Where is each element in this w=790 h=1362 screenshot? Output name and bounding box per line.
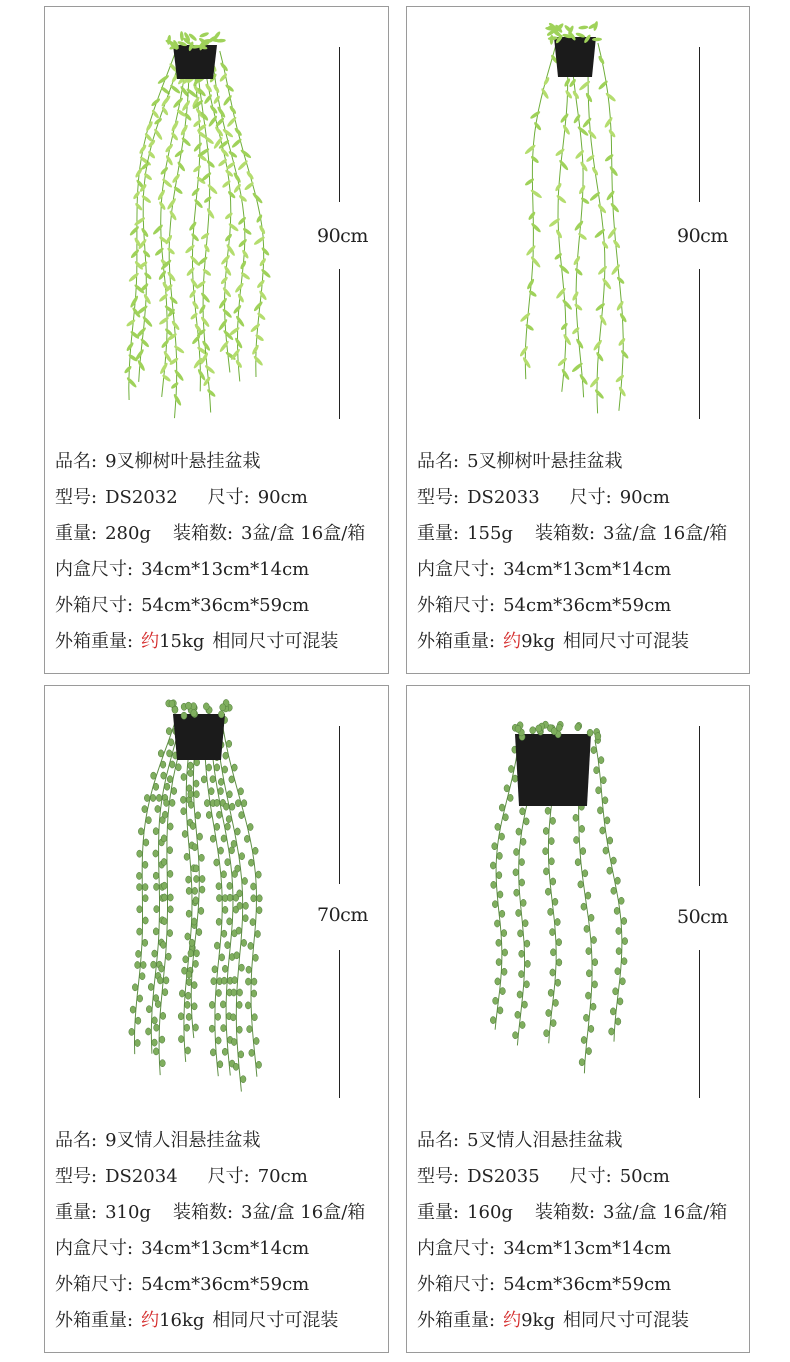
height-dimension-line-bottom [699,950,700,1098]
spec-outer-box-row: 外箱尺寸: 54cm*36cm*59cm [417,595,672,616]
willow-hanging-plant-image [45,7,305,447]
spec-weight-row: 重量: 160g 装箱数: 3盆/盒 16盒/箱 [417,1202,728,1223]
inner-box-size: 34cm*13cm*14cm [503,1238,672,1259]
outer-weight: 16kg [159,1310,205,1331]
spec-outer-weight-row: 外箱重量: 约9kg 相同尺寸可混装 [417,1310,689,1331]
inner-box-size: 34cm*13cm*14cm [141,1238,310,1259]
height-dimension-label: 50cm [677,906,728,928]
spec-name-row: 品名: 9叉柳树叶悬挂盆栽 [55,451,261,472]
height-dimension-label: 90cm [317,225,368,247]
spec-outer-box-row: 外箱尺寸: 54cm*36cm*59cm [55,1274,310,1295]
height-dimension-line-bottom [699,269,700,419]
outer-weight: 9kg [521,1310,555,1331]
height-dimension-line-bottom [339,269,340,419]
product-name: 9叉情人泪悬挂盆栽 [105,1130,261,1151]
spec-name-row: 品名: 5叉柳树叶悬挂盆栽 [417,451,623,472]
spec-inner-box-row: 内盒尺寸: 34cm*13cm*14cm [417,559,672,580]
mix-note: 相同尺寸可混装 [212,631,339,652]
height-dimension-line-top [339,726,340,884]
string-of-pearls-hanging-plant-image [45,686,305,1126]
outer-weight: 15kg [159,631,205,652]
spec-outer-weight-row: 外箱重量: 约15kg 相同尺寸可混装 [55,631,339,652]
pack-value: 3盆/盒 16盒/箱 [603,523,728,544]
product-card-3 [44,685,389,1353]
spec-inner-box-row: 内盒尺寸: 34cm*13cm*14cm [55,559,310,580]
weight-value: 160g [467,1202,513,1223]
product-name: 9叉柳树叶悬挂盆栽 [105,451,261,472]
pack-value: 3盆/盒 16盒/箱 [603,1202,728,1223]
spec-weight-row: 重量: 155g 装箱数: 3盆/盒 16盒/箱 [417,523,728,544]
spec-model-row: 型号: DS2033 尺寸: 90cm [417,487,670,508]
approx-mark: 约 [503,1310,522,1331]
spec-outer-box-row: 外箱尺寸: 54cm*36cm*59cm [55,595,310,616]
height-dimension-line-top [699,726,700,886]
spec-model-row: 型号: DS2035 尺寸: 50cm [417,1166,670,1187]
spec-weight-row: 重量: 310g 装箱数: 3盆/盒 16盒/箱 [55,1202,366,1223]
outer-box-size: 54cm*36cm*59cm [141,1274,310,1295]
product-card-4 [406,685,750,1353]
mix-note: 相同尺寸可混装 [562,631,689,652]
product-card-1 [44,6,389,674]
spec-outer-weight-row: 外箱重量: 约16kg 相同尺寸可混装 [55,1310,339,1331]
string-of-pearls-hanging-plant-image [407,686,667,1126]
size-value: 90cm [619,487,670,508]
spec-model-row: 型号: DS2032 尺寸: 90cm [55,487,308,508]
height-dimension-line-top [339,47,340,202]
inner-box-size: 34cm*13cm*14cm [141,559,310,580]
inner-box-size: 34cm*13cm*14cm [503,559,672,580]
approx-mark: 约 [141,1310,160,1331]
product-name: 5叉情人泪悬挂盆栽 [467,1130,623,1151]
outer-box-size: 54cm*36cm*59cm [503,1274,672,1295]
height-dimension-line-top [699,47,700,202]
willow-hanging-plant-image [407,7,667,447]
weight-value: 280g [105,523,151,544]
spec-inner-box-row: 内盒尺寸: 34cm*13cm*14cm [55,1238,310,1259]
size-value: 50cm [619,1166,670,1187]
weight-value: 310g [105,1202,151,1223]
mix-note: 相同尺寸可混装 [212,1310,339,1331]
model-number: DS2033 [467,487,540,508]
model-number: DS2035 [467,1166,540,1187]
mix-note: 相同尺寸可混装 [562,1310,689,1331]
height-dimension-label: 70cm [317,904,368,926]
size-value: 70cm [257,1166,308,1187]
spec-model-row: 型号: DS2034 尺寸: 70cm [55,1166,308,1187]
size-value: 90cm [257,487,308,508]
height-dimension-line-bottom [339,950,340,1098]
spec-name-row: 品名: 9叉情人泪悬挂盆栽 [55,1130,261,1151]
height-dimension-label: 90cm [677,225,728,247]
spec-inner-box-row: 内盒尺寸: 34cm*13cm*14cm [417,1238,672,1259]
model-number: DS2032 [105,487,178,508]
product-name: 5叉柳树叶悬挂盆栽 [467,451,623,472]
product-card-2 [406,6,750,674]
outer-weight: 9kg [521,631,555,652]
approx-mark: 约 [141,631,160,652]
spec-name-row: 品名: 5叉情人泪悬挂盆栽 [417,1130,623,1151]
pack-value: 3盆/盒 16盒/箱 [241,523,366,544]
outer-box-size: 54cm*36cm*59cm [141,595,310,616]
weight-value: 155g [467,523,513,544]
spec-outer-box-row: 外箱尺寸: 54cm*36cm*59cm [417,1274,672,1295]
outer-box-size: 54cm*36cm*59cm [503,595,672,616]
pack-value: 3盆/盒 16盒/箱 [241,1202,366,1223]
spec-weight-row: 重量: 280g 装箱数: 3盆/盒 16盒/箱 [55,523,366,544]
model-number: DS2034 [105,1166,178,1187]
spec-outer-weight-row: 外箱重量: 约9kg 相同尺寸可混装 [417,631,689,652]
approx-mark: 约 [503,631,522,652]
